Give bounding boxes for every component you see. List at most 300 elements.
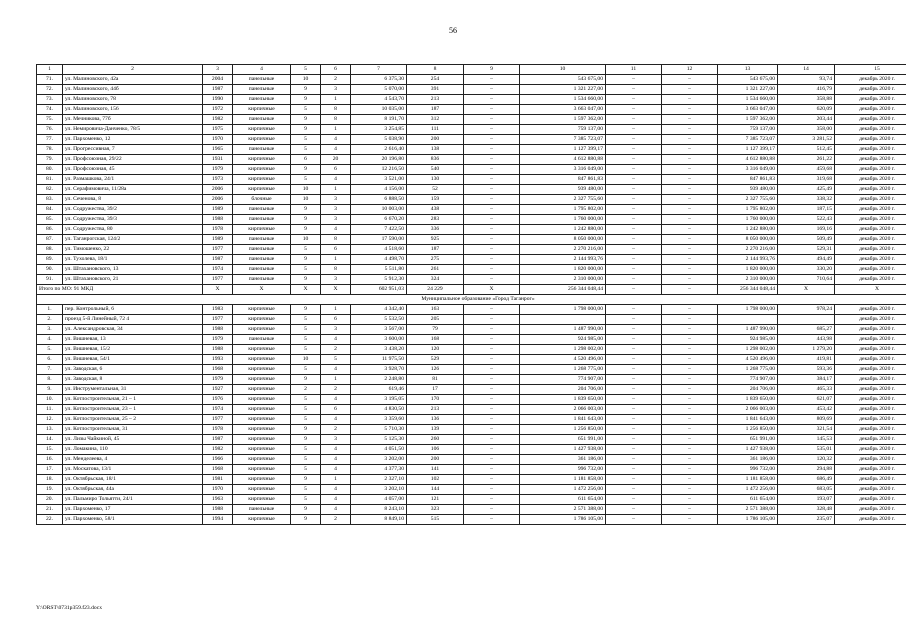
- cell-cost-per-m2: 187,15: [778, 205, 835, 215]
- cell-row-number: 7.: [37, 365, 63, 375]
- cell-residents: 144: [407, 485, 464, 495]
- cell-col-11: –: [606, 355, 662, 365]
- cell-address: ул. Штахановского, 13: [63, 265, 203, 275]
- cell-col-12: –: [662, 305, 718, 315]
- table-row: [37, 115, 906, 125]
- cell-col-12: –: [662, 515, 718, 525]
- cell-area: 4 830,50: [351, 405, 407, 415]
- cell-entrances: 2: [321, 385, 351, 395]
- table-row: [37, 175, 906, 185]
- cell-row-number: 88.: [37, 245, 63, 255]
- cell-floors: 9: [291, 165, 321, 175]
- cell-residents: 200: [407, 135, 464, 145]
- cell-col-9: –: [464, 485, 520, 495]
- cell-col-11: –: [606, 215, 662, 225]
- cell-address: ул. Октябрьская, 18/1: [63, 475, 203, 485]
- column-number: 7: [351, 65, 407, 75]
- cell-row-number: 85.: [37, 215, 63, 225]
- cell-total-cost: 1 321 227,00: [718, 85, 778, 95]
- cell-entrances: 4: [321, 455, 351, 465]
- cell-total-cost: 1 839 650,00: [718, 395, 778, 405]
- cell-wall-material: панельные: [233, 205, 291, 215]
- cell-wall-material: кирпичные: [233, 325, 291, 335]
- cell-row-number: 14.: [37, 435, 63, 445]
- total-row: [37, 285, 906, 295]
- cell-cost: 1 534 660,00: [520, 95, 606, 105]
- cell-residents: 438: [407, 205, 464, 215]
- cell-address: ул. Инструментальная, 31: [63, 385, 203, 395]
- cell-col-9: –: [464, 355, 520, 365]
- cell-col-11: –: [606, 445, 662, 455]
- cell-total-cost: 611 654,00: [718, 495, 778, 505]
- cell-year-built: 1988: [203, 325, 233, 335]
- cell-col-11: –: [606, 105, 662, 115]
- cell-year-built: 1976: [203, 395, 233, 405]
- cell-residents: 187: [407, 105, 464, 115]
- cell-floors: 10: [291, 235, 321, 245]
- cell-residents: 205: [407, 315, 464, 325]
- cell-address: ул. Малиновского, 44б: [63, 85, 203, 95]
- cell-residents: 254: [407, 75, 464, 85]
- cell-col-11: –: [606, 465, 662, 475]
- cell-col-12: –: [662, 135, 718, 145]
- cell-residents: 111: [407, 125, 464, 135]
- cell-cost: 1 786 105,00: [520, 515, 606, 525]
- cell-total-cost: 1 597 362,00: [718, 115, 778, 125]
- cell-col-9: –: [464, 315, 520, 325]
- cell-total-cost: 2 066 003,00: [718, 405, 778, 415]
- cell-entrances: 4: [321, 145, 351, 155]
- cell-col-11: –: [606, 505, 662, 515]
- cell-residents: 141: [407, 465, 464, 475]
- table-row: [37, 345, 906, 355]
- cell-address: ул. Москатова, 13/1: [63, 465, 203, 475]
- cell-entrances: 8: [321, 115, 351, 125]
- cell-floors: 9: [291, 85, 321, 95]
- cell-residents: 323: [407, 505, 464, 515]
- cell-col-12: –: [662, 495, 718, 505]
- cell-residents: 336: [407, 225, 464, 235]
- table-row: [37, 145, 906, 155]
- cell-row-number: 83.: [37, 195, 63, 205]
- cell-cost: 1 127 399,17: [520, 145, 606, 155]
- cell-deadline: декабрь 2020 г.: [835, 145, 906, 155]
- cell-row-number: 21.: [37, 505, 63, 515]
- cell-col-12: –: [662, 455, 718, 465]
- cell-cost: 1 256 850,00: [520, 425, 606, 435]
- cell-floors: 10: [291, 195, 321, 205]
- cell-row-number: 79.: [37, 155, 63, 165]
- table-row: [37, 215, 906, 225]
- cell-deadline: декабрь 2020 г.: [835, 465, 906, 475]
- cell-cost: 1 487 990,00: [520, 325, 606, 335]
- total-value: X: [233, 285, 291, 295]
- cell-deadline: декабрь 2020 г.: [835, 225, 906, 235]
- column-number: 5: [291, 65, 321, 75]
- cell-residents: 925: [407, 235, 464, 245]
- cell-col-11: –: [606, 515, 662, 525]
- cell-floors: 10: [291, 75, 321, 85]
- table-row: [37, 205, 906, 215]
- cell-row-number: 4.: [37, 335, 63, 345]
- cell-year-built: 2004: [203, 75, 233, 85]
- cell-area: 8 243,10: [351, 505, 407, 515]
- cell-col-9: –: [464, 445, 520, 455]
- cell-col-11: –: [606, 235, 662, 245]
- cell-residents: 126: [407, 365, 464, 375]
- cell-address: проезд 5-й Линейный, 72 4: [63, 315, 203, 325]
- cell-entrances: 1: [321, 125, 351, 135]
- cell-residents: 187: [407, 245, 464, 255]
- cell-row-number: 13.: [37, 425, 63, 435]
- cell-area: 4 377,30: [351, 465, 407, 475]
- cell-year-built: 1989: [203, 205, 233, 215]
- cell-col-11: –: [606, 275, 662, 285]
- cell-address: ул. Заводская, 8: [63, 375, 203, 385]
- cell-cost-per-m2: 3 281,52: [778, 135, 835, 145]
- cell-deadline: декабрь 2020 г.: [835, 445, 906, 455]
- cell-deadline: декабрь 2020 г.: [835, 425, 906, 435]
- cell-row-number: 84.: [37, 205, 63, 215]
- cell-year-built: 1974: [203, 405, 233, 415]
- cell-total-cost: 1 820 000,00: [718, 265, 778, 275]
- cell-wall-material: панельные: [233, 85, 291, 95]
- cell-address: ул. Октябрьская, 44а: [63, 485, 203, 495]
- cell-col-12: –: [662, 415, 718, 425]
- cell-area: 2 616,40: [351, 145, 407, 155]
- cell-year-built: 1977: [203, 245, 233, 255]
- cell-year-built: 1968: [203, 365, 233, 375]
- cell-col-12: –: [662, 435, 718, 445]
- cell-floors: 5: [291, 245, 321, 255]
- cell-col-11: –: [606, 485, 662, 495]
- cell-col-9: –: [464, 165, 520, 175]
- cell-cost: 847 861,83: [520, 175, 606, 185]
- total-value: 256 344 048,44: [718, 285, 778, 295]
- cell-floors: 9: [291, 115, 321, 125]
- cell-address: ул. Вишневая, 13: [63, 335, 203, 345]
- cell-cost-per-m2: 330,20: [778, 265, 835, 275]
- cell-total-cost: 2 144 993,76: [718, 255, 778, 265]
- cell-cost: 1 798 000,00: [520, 305, 606, 315]
- cell-row-number: 73.: [37, 95, 63, 105]
- cell-col-9: –: [464, 235, 520, 245]
- cell-year-built: 1974: [203, 265, 233, 275]
- cell-address: ул. Немировича-Данченко, 78/5: [63, 125, 203, 135]
- cell-col-9: –: [464, 335, 520, 345]
- cell-deadline: декабрь 2020 г.: [835, 395, 906, 405]
- cell-cost: 3 663 047,00: [520, 105, 606, 115]
- cell-total-cost: 1 534 660,00: [718, 95, 778, 105]
- cell-area: 4 498,70: [351, 255, 407, 265]
- cell-address: ул. Пархоменко, 58/1: [63, 515, 203, 525]
- table-row: [37, 355, 906, 365]
- cell-deadline: декабрь 2020 г.: [835, 325, 906, 335]
- cell-floors: 5: [291, 415, 321, 425]
- cell-residents: 81: [407, 375, 464, 385]
- cell-cost: 7 385 723,07: [520, 135, 606, 145]
- column-number: 14: [778, 65, 835, 75]
- cell-address: ул. Котлостроительная, 21 – 1: [63, 395, 203, 405]
- cell-cost: 996 732,00: [520, 465, 606, 475]
- cell-cost: 1 820 000,00: [520, 265, 606, 275]
- cell-row-number: 11.: [37, 405, 63, 415]
- cell-deadline: декабрь 2020 г.: [835, 205, 906, 215]
- cell-address: ул. Профсоюзная, 45: [63, 165, 203, 175]
- cell-address: ул. Содружества, 39/3: [63, 215, 203, 225]
- table-row: [37, 245, 906, 255]
- cell-total-cost: 361 186,00: [718, 455, 778, 465]
- cell-address: ул. Заводская, 6: [63, 365, 203, 375]
- cell-area: 619,46: [351, 385, 407, 395]
- cell-floors: 5: [291, 325, 321, 335]
- cell-deadline: декабрь 2020 г.: [835, 265, 906, 275]
- cell-entrances: 2: [321, 75, 351, 85]
- table-row: [37, 475, 906, 485]
- cell-col-9: –: [464, 345, 520, 355]
- cell-area: 3 928,70: [351, 365, 407, 375]
- column-number: 1: [37, 65, 63, 75]
- cell-entrances: 4: [321, 335, 351, 345]
- cell-row-number: 81.: [37, 175, 63, 185]
- cell-deadline: декабрь 2020 г.: [835, 305, 906, 315]
- cell-floors: 5: [291, 445, 321, 455]
- cell-row-number: 77.: [37, 135, 63, 145]
- cell-cost-per-m2: 384,17: [778, 375, 835, 385]
- cell-entrances: 4: [321, 395, 351, 405]
- cell-total-cost: 204 706,00: [718, 385, 778, 395]
- cell-col-11: –: [606, 255, 662, 265]
- table-row: [37, 195, 906, 205]
- cell-entrances: 4: [321, 485, 351, 495]
- cell-cost-per-m2: 529,31: [778, 245, 835, 255]
- cell-col-11: –: [606, 85, 662, 95]
- cell-entrances: 3: [321, 195, 351, 205]
- cell-cost-per-m2: 465,33: [778, 385, 835, 395]
- cell-wall-material: кирпичные: [233, 455, 291, 465]
- table-row: [37, 185, 906, 195]
- cell-cost: 204 706,00: [520, 385, 606, 395]
- cell-deadline: декабрь 2020 г.: [835, 385, 906, 395]
- cell-year-built: 1993: [203, 355, 233, 365]
- cell-area: 3 202,00: [351, 455, 407, 465]
- cell-col-9: –: [464, 425, 520, 435]
- cell-deadline: декабрь 2020 г.: [835, 95, 906, 105]
- cell-col-9: –: [464, 455, 520, 465]
- cell-col-11: –: [606, 195, 662, 205]
- cell-cost-per-m2: 593,36: [778, 365, 835, 375]
- cell-deadline: декабрь 2020 г.: [835, 415, 906, 425]
- cell-floors: 9: [291, 255, 321, 265]
- table-row: [37, 165, 906, 175]
- cell-residents: 79: [407, 325, 464, 335]
- cell-deadline: декабрь 2020 г.: [835, 335, 906, 345]
- cell-total-cost: 8 050 000,00: [718, 235, 778, 245]
- cell-residents: 102: [407, 475, 464, 485]
- cell-entrances: 4: [321, 505, 351, 515]
- cell-total-cost: 2 327 755,60: [718, 195, 778, 205]
- cell-residents: 515: [407, 515, 464, 525]
- cell-residents: 139: [407, 425, 464, 435]
- cell-entrances: 4: [321, 465, 351, 475]
- cell-cost: 939 480,00: [520, 185, 606, 195]
- cell-row-number: 74.: [37, 105, 63, 115]
- cell-col-9: –: [464, 495, 520, 505]
- cell-col-12: –: [662, 355, 718, 365]
- cell-floors: 9: [291, 275, 321, 285]
- cell-address: ул. Сеченова, 8: [63, 195, 203, 205]
- cell-cost: 2 270 216,00: [520, 245, 606, 255]
- cell-wall-material: кирпичные: [233, 515, 291, 525]
- total-value: –: [606, 285, 662, 295]
- cell-total-cost: 847 861,83: [718, 175, 778, 185]
- cell-col-12: –: [662, 385, 718, 395]
- cell-cost: 1 321 227,00: [520, 85, 606, 95]
- table-row: [37, 395, 906, 405]
- cell-deadline: декабрь 2020 г.: [835, 375, 906, 385]
- cell-year-built: 1968: [203, 465, 233, 475]
- cell-year-built: 1963: [203, 495, 233, 505]
- cell-floors: 9: [291, 505, 321, 515]
- cell-area: 5 125,30: [351, 435, 407, 445]
- cell-total-cost: 759 137,00: [718, 125, 778, 135]
- table-body: [37, 65, 906, 525]
- cell-cost-per-m2: 620,09: [778, 105, 835, 115]
- cell-area: 3 202,10: [351, 485, 407, 495]
- cell-floors: 5: [291, 495, 321, 505]
- cell-wall-material: кирпичные: [233, 385, 291, 395]
- cell-cost-per-m2: 453,42: [778, 405, 835, 415]
- cell-col-9: –: [464, 405, 520, 415]
- cell-cost-per-m2: 294,88: [778, 465, 835, 475]
- cell-row-number: 89.: [37, 255, 63, 265]
- cell-deadline: декабрь 2020 г.: [835, 165, 906, 175]
- cell-cost-per-m2: 459,68: [778, 165, 835, 175]
- cell-deadline: декабрь 2020 г.: [835, 435, 906, 445]
- cell-residents: 200: [407, 455, 464, 465]
- cell-entrances: 4: [321, 135, 351, 145]
- cell-deadline: декабрь 2020 г.: [835, 235, 906, 245]
- cell-area: 8 191,70: [351, 115, 407, 125]
- cell-wall-material: кирпичные: [233, 375, 291, 385]
- table-row: [37, 315, 906, 325]
- cell-col-9: –: [464, 215, 520, 225]
- cell-year-built: 1987: [203, 85, 233, 95]
- cell-entrances: 4: [321, 365, 351, 375]
- cell-address: ул. Размашкова, 24/1: [63, 175, 203, 185]
- column-number: 9: [464, 65, 520, 75]
- cell-entrances: 3: [321, 205, 351, 215]
- cell-deadline: декабрь 2020 г.: [835, 125, 906, 135]
- cell-total-cost: 651 991,00: [718, 435, 778, 445]
- cell-residents: 261: [407, 265, 464, 275]
- cell-residents: 136: [407, 415, 464, 425]
- cell-floors: 5: [291, 455, 321, 465]
- cell-row-number: 5.: [37, 345, 63, 355]
- cell-cost: 8 050 000,00: [520, 235, 606, 245]
- cell-entrances: 4: [321, 225, 351, 235]
- cell-cost-per-m2: 686,49: [778, 475, 835, 485]
- cell-year-built: 1987: [203, 255, 233, 265]
- cell-residents: 138: [407, 145, 464, 155]
- cell-entrances: 3: [321, 435, 351, 445]
- cell-col-12: –: [662, 335, 718, 345]
- cell-residents: 529: [407, 355, 464, 365]
- cell-address: ул. Серафимовича, 11/28а: [63, 185, 203, 195]
- cell-floors: 9: [291, 95, 321, 105]
- cell-area: 5 532,50: [351, 315, 407, 325]
- cell-residents: 324: [407, 275, 464, 285]
- cell-cost-per-m2: 494,49: [778, 255, 835, 265]
- cell-wall-material: кирпичные: [233, 185, 291, 195]
- cell-cost: 1 181 858,00: [520, 475, 606, 485]
- cell-cost-per-m2: 358,88: [778, 95, 835, 105]
- cell-year-built: 1977: [203, 415, 233, 425]
- cell-cost-per-m2: 358,00: [778, 125, 835, 135]
- cell-address: ул. Профсоюзная, 29/22: [63, 155, 203, 165]
- cell-col-12: –: [662, 465, 718, 475]
- cell-col-12: –: [662, 155, 718, 165]
- cell-wall-material: кирпичные: [233, 315, 291, 325]
- cell-col-12: –: [662, 315, 718, 325]
- cell-entrances: 1: [321, 255, 351, 265]
- table-row: [37, 255, 906, 265]
- cell-floors: 9: [291, 515, 321, 525]
- cell-residents: 213: [407, 95, 464, 105]
- cell-residents: 170: [407, 395, 464, 405]
- table-row: [37, 95, 906, 105]
- total-label: Итого по МО: 91 МКД: [37, 285, 203, 295]
- cell-wall-material: кирпичные: [233, 165, 291, 175]
- cell-deadline: декабрь 2020 г.: [835, 245, 906, 255]
- cell-area: 4 057,00: [351, 495, 407, 505]
- cell-area: 5 038,90: [351, 135, 407, 145]
- cell-address: ул. Котлостроительная, 23 – 1: [63, 405, 203, 415]
- cell-col-11: –: [606, 305, 662, 315]
- cell-col-12: –: [662, 105, 718, 115]
- cell-col-11: –: [606, 115, 662, 125]
- cell-area: 4 518,60: [351, 245, 407, 255]
- cell-floors: 9: [291, 435, 321, 445]
- cell-wall-material: кирпичные: [233, 395, 291, 405]
- cell-year-built: 1977: [203, 315, 233, 325]
- cell-area: 11 975,50: [351, 355, 407, 365]
- cell-row-number: 16.: [37, 455, 63, 465]
- cell-col-9: –: [464, 325, 520, 335]
- cell-address: ул. Малиновского, 156: [63, 105, 203, 115]
- cell-row-number: 72.: [37, 85, 63, 95]
- cell-col-9: –: [464, 175, 520, 185]
- cell-col-11: –: [606, 395, 662, 405]
- cell-entrances: 8: [321, 105, 351, 115]
- cell-col-9: –: [464, 435, 520, 445]
- total-value: X: [291, 285, 321, 295]
- cell-cost-per-m2: 978,24: [778, 305, 835, 315]
- cell-cost: 1 427 938,00: [520, 445, 606, 455]
- cell-address: ул. Штахановского, 21: [63, 275, 203, 285]
- cell-area: 3 254,85: [351, 125, 407, 135]
- cell-total-cost: 2 571 388,00: [718, 505, 778, 515]
- cell-cost: 1 298 002,00: [520, 345, 606, 355]
- cell-year-built: 1987: [203, 435, 233, 445]
- cell-address: ул. Александровская, 34: [63, 325, 203, 335]
- cell-col-9: –: [464, 515, 520, 525]
- cell-entrances: 6: [321, 165, 351, 175]
- cell-col-9: –: [464, 135, 520, 145]
- cell-total-cost: 1 841 643,00: [718, 415, 778, 425]
- cell-col-11: –: [606, 245, 662, 255]
- cell-floors: 5: [291, 365, 321, 375]
